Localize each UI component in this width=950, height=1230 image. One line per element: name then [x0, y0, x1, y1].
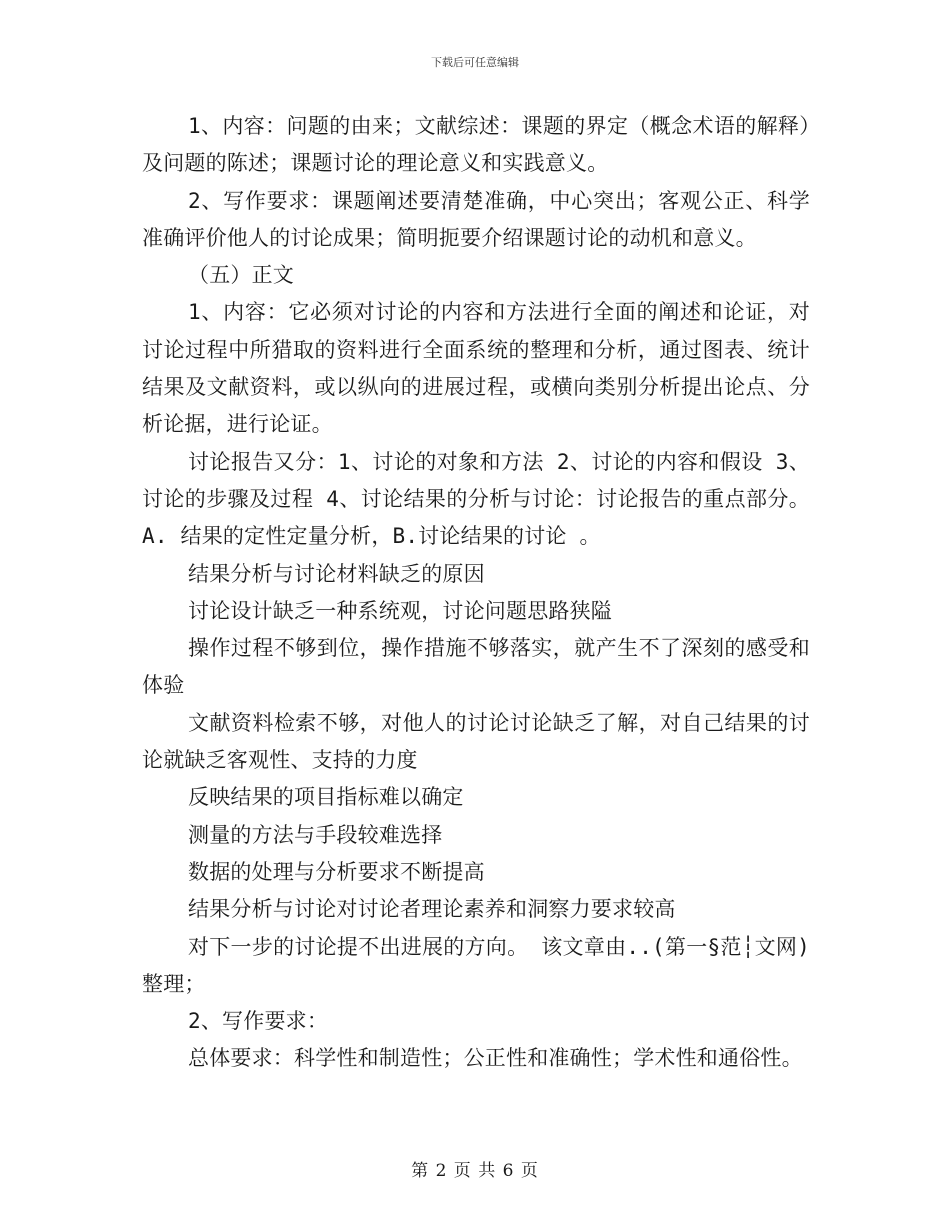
paragraph-10: 测量的方法与手段较难选择: [188, 822, 443, 847]
paragraph-12: 结果分析与讨论对讨论者理论素养和洞察力要求较高: [188, 897, 676, 922]
paragraph-7: 操作过程不够到位，操作措施不够落实，就产生不了深刻的感受和体验: [142, 636, 810, 698]
paragraph-3: 1、内容：它必须对讨论的内容和方法进行全面的阐述和论证，对讨论过程中所猎取的资料进行全面系统的整理和分析，通过图表、统计结果及文献资料，或以纵向的进展过程，或横向类别分析提出论点、分析论据，进行论证。: [142, 300, 810, 437]
paragraph-11: 数据的处理与分析要求不断提高: [188, 859, 485, 884]
paragraph-4: 讨论报告又分：1、讨论的对象和方法 2、讨论的内容和假设 3、讨论的步骤及过程 4、讨论结果的分析与讨论：讨论报告的重点部分。A. 结果的定性定量分析，B.讨论结果的讨论 。: [142, 449, 810, 549]
section-heading-main-text: （五）正文: [188, 263, 294, 288]
paragraph-6: 讨论设计缺乏一种系统观，讨论问题思路狭隘: [188, 598, 612, 623]
page-number-footer: 第 2 页 共 6 页: [411, 1161, 539, 1181]
paragraph-2: 2、写作要求：课题阐述要清楚准确，中心突出；客观公正、科学准确评价他人的讨论成果；简明扼要介绍课题讨论的动机和意义。: [142, 188, 810, 250]
paragraph-15: 总体要求：科学性和制造性；公正性和准确性；学术性和通俗性。: [188, 1046, 803, 1071]
paragraph-9: 反映结果的项目指标难以确定: [188, 785, 464, 810]
paragraph-13: 对下一步的讨论提不出进展的方向。 该文章由..(第一§范┆文网)整理；: [142, 934, 810, 996]
paragraph-14: 2、写作要求：: [188, 1009, 329, 1034]
paragraph-1: 1、内容：问题的由来；文献综述：课题的界定（概念术语的解释）及问题的陈述；课题讨论的理论意义和实践意义。: [142, 114, 810, 176]
paragraph-5: 结果分析与讨论材料缺乏的原因: [188, 561, 485, 586]
paragraph-8: 文献资料检索不够，对他人的讨论讨论缺乏了解，对自己结果的讨论就缺乏客观性、支持的力度: [142, 710, 810, 773]
page-header: 下载后可任意编辑: [431, 56, 519, 69]
document-body: [142, 108, 810, 1078]
